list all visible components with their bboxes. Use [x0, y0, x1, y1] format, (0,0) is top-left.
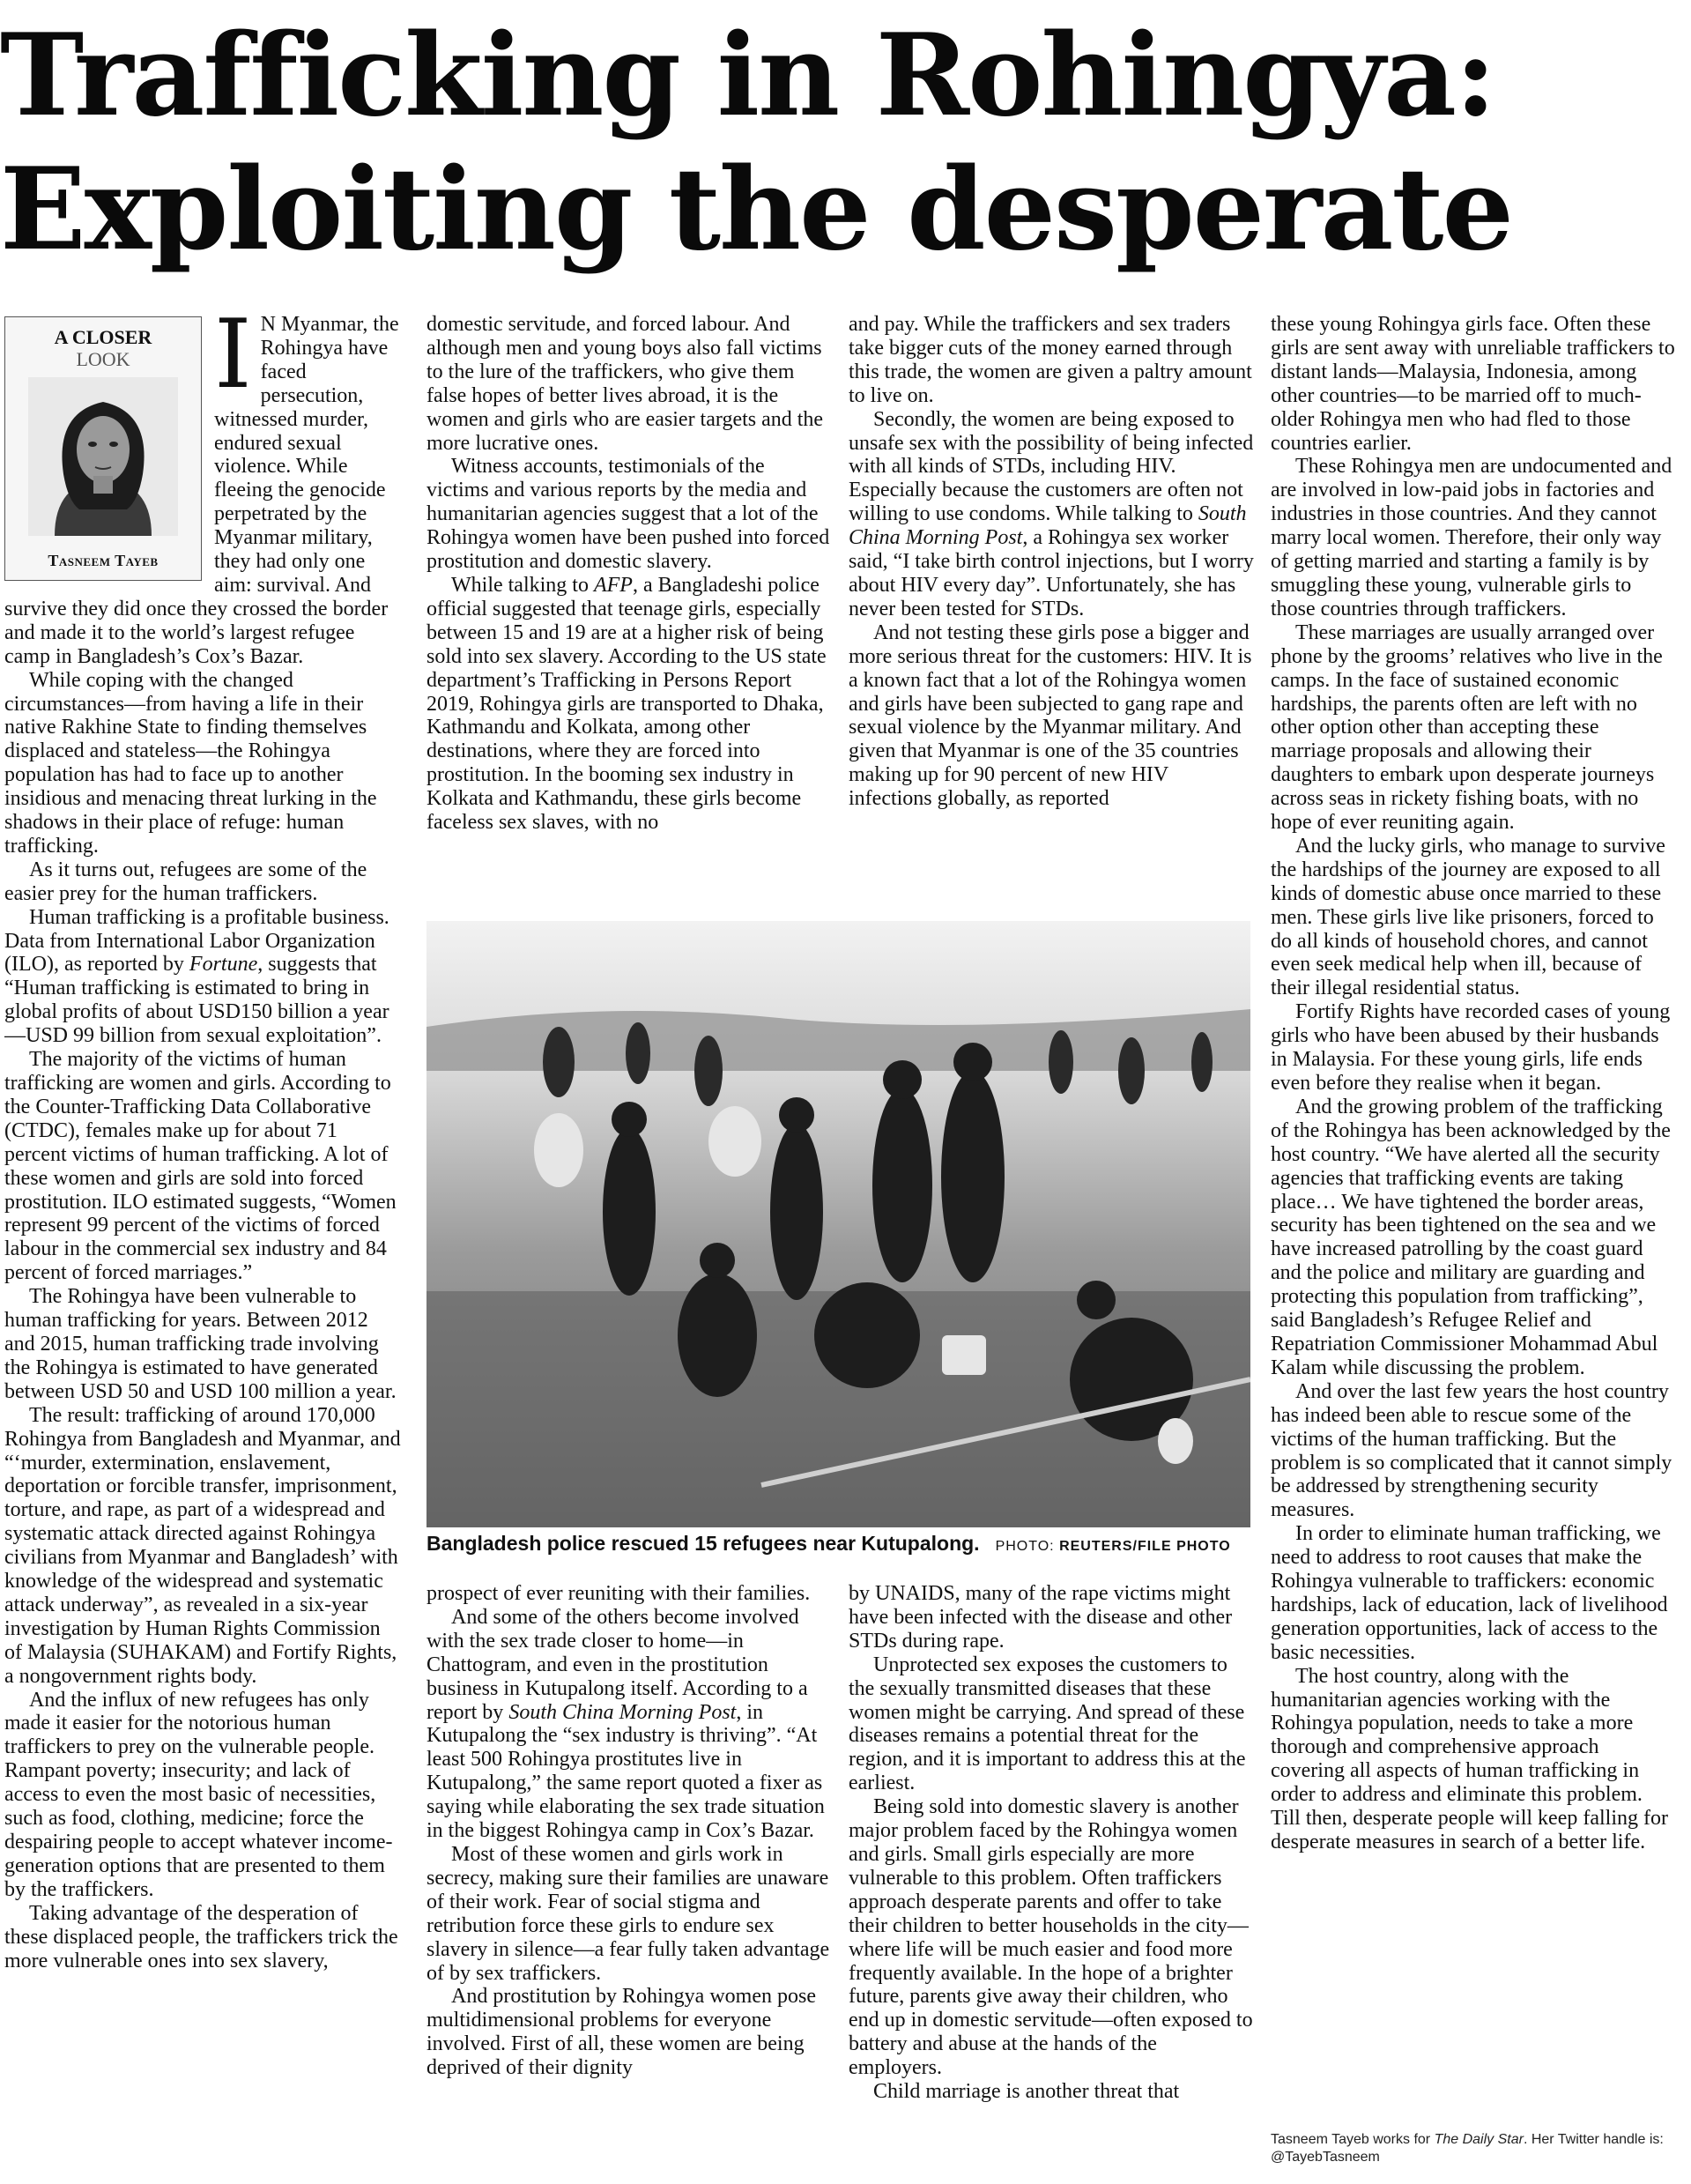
paragraph: And the influx of new refugees has only made it easier for the notorious human traffickers to prey on the vulnerable people. Rampant poverty; insecurity; and lack of access to even the most basic of necessities, such as food, clothing, medicine; force the despairing people to accept whatever income-generation options that are presented to them by the traffickers. — [4, 1688, 393, 1901]
paragraph: and pay. While the traffickers and sex traders take bigger cuts of the money earned through this trade, the women are given a paltry amount to live on. — [849, 313, 1252, 407]
paragraph: Taking advantage of the desperation of these displaced people, the traffickers trick the more vulnerable ones into sex slavery, — [4, 1901, 398, 1972]
refugee-photo-image — [426, 921, 1250, 1527]
paragraph: these young Rohingya girls face. Often these girls are sent away with unreliable traffickers to distant lands—Malaysia, Indonesia, among other countries—to be married off to much-older Rohingya men who had fled to those countries earlier. — [1271, 313, 1675, 455]
publication-name: Fortune — [189, 953, 258, 977]
author-portrait — [28, 377, 178, 536]
paragraph: The host country, along with the humanitarian agencies working with the Rohingya population, needs to take a more thorough and comprehensive approach covering all aspects of human trafficking in order to address and eliminate this problem. Till then, desperate people will keep falling for desperate measures in search of a better life. — [1271, 1664, 1668, 1853]
paragraph: And the lucky girls, who manage to survive the hardships of the journey are exposed to all kinds of domestic abuse once married to these men. These girls live like prisoners, forced to do all kinds of household chores, and cannot even seek medical help when ill, because of their illegal residential status. — [1271, 834, 1665, 1000]
paragraph: by UNAIDS, many of the rape victims might have been infected with the disease and other STDs during rape. — [849, 1582, 1233, 1653]
paragraph: And not testing these girls pose a bigger and more serious threat for the customers: HIV. It is a known fact that a lot of the Rohingya women and girls have been subjected to gang rape and sexual violence by the Myanmar military. And given that Myanmar is one of the 35 countries making up for 90 percent of new HIV infections globally, as reported — [849, 620, 1252, 811]
paragraph: Witness accounts, testimonials of the victims and various reports by the media and humanitarian agencies suggest that a lot of the Rohingya women have been pushed into forced prostitution and domestic slavery. — [426, 455, 830, 574]
column-3-top — [849, 313, 1254, 912]
footnote-text: Tasneem Tayeb works for — [1271, 2132, 1435, 2147]
paragraph-text: N Myanmar, the Rohingya have faced persecution, witnessed murder, endured sexual violence. While fleeing the genocide perpetrated by the Myanmar military, they had only one aim: survival. And survive they did once they crossed the border and made it to the world’s largest refugee camp in Bangladesh’s Cox’s Bazar. — [4, 313, 399, 668]
column-2-bottom — [426, 1582, 832, 2184]
headline — [0, 9, 1691, 277]
paragraph: And prostitution by Rohingya women pose multidimensional problems for everyone involved. First of all, these women are being deprived of their dignity — [426, 1985, 816, 2080]
paragraph: While coping with the changed circumstances—from having a life in their native Rakhine State to finding themselves displaced and stateless—the Rohingya population has had to face up to another insidious and menacing threat lurking in the shadows in their place of refuge: human trafficking. — [4, 668, 377, 858]
paragraph: And the growing problem of the trafficking of the Rohingya has been acknowledged by the host country. “We have alerted all the security agencies that trafficking events are taking place… We have tightened the border areas, security has been tightened on the sea and we have increased patrolling by the coast guard and the police and military are guarding and protecting this population from trafficking”, said Bangladesh’s Refugee Relief and Repatriation Commissioner Mohammad Abul Kalam while discussing the problem. — [1271, 1095, 1671, 1379]
paragraph: As it turns out, refugees are some of the easier prey for the human traffickers. — [4, 858, 367, 905]
paragraph-text: , suggests that “Human trafficking is estimated to bring in global profits of about USD150 billion a year—USD 99 billion from sexual exploitation”. — [4, 953, 389, 1048]
paragraph: These marriages are usually arranged over phone by the grooms’ relatives who live in the camps. In the face of sustained economic hardships, the parents often are left with no other option other than accepting these marriage proposals and allowing their daughters to embark upon desperate journeys across seas in rickety fishing boats, with no hope of ever reuniting again. — [1271, 620, 1663, 835]
paragraph: Child marriage is another threat that — [873, 2080, 1180, 2104]
paragraph-text: , a Bangladeshi police official suggested that teenage girls, especially between 15 and 19 are at a higher risk of being sold into sex slavery. According to the US state department’s Trafficking in Persons Report 2019, Rohingya girls are transported to Dhaka, Kathmandu and Kolkata, among other destinations, where they are forced into prostitution. In the booming sex industry in Kolkata and Kathmandu, these girls become faceless sex slaves, with no — [426, 573, 827, 835]
paragraph — [849, 408, 1254, 621]
photo-credit-label: PHOTO: — [995, 1539, 1055, 1554]
author-name: Tasneem Tayeb — [48, 552, 159, 570]
photo-credit — [996, 1539, 1231, 1554]
caption-text: Bangladesh police rescued 15 refugees near Kutupalong. — [426, 1532, 980, 1555]
refugee-photo — [426, 921, 1250, 1527]
paragraph: Unprotected sex exposes the customers to the sexually transmitted diseases that these women might be carrying. And spread of these diseases remains a potential threat for the region, and it is important to address this at the earliest. — [849, 1653, 1246, 1795]
paragraph-text: Secondly, the women are being exposed to unsafe sex with the possibility of being infected with all kinds of STDs, including HIV. Especially because the customers are often not willing to use condoms. While talking to — [849, 407, 1254, 526]
paragraph-text: Human trafficking is a profitable business. Data from International Labor Organization (ILO), as reported by — [4, 905, 389, 977]
paragraph: domestic servitude, and forced labour. And although men and young boys also fall victims to the lure of the traffickers, who give them false hopes of better lives abroad, it is the women and girls who are easier targets and the more lucrative ones. — [426, 313, 824, 455]
paragraph: In order to eliminate human trafficking, we need to address to root causes that make the Rohingya vulnerable to traffickers: economic hardships, lack of education, lack of livelihood generation opportunities, lack of access to the basic necessities. — [1271, 1522, 1668, 1664]
columnist-box — [4, 316, 202, 581]
publication-name: South China Morning Post — [849, 502, 1247, 550]
publication-name: South China Morning Post — [508, 1700, 737, 1724]
column-4 — [1271, 313, 1676, 2184]
paragraph — [426, 1606, 832, 1843]
headline-line-1: Trafficking in Rohingya: — [0, 10, 1495, 142]
paragraph — [426, 574, 832, 835]
publication-name: AFP — [593, 573, 633, 597]
dropcap: I — [214, 313, 252, 410]
author-footnote — [1271, 2131, 1676, 2166]
footnote-text: . Her Twitter handle is: @TayebTasneem — [1271, 2132, 1664, 2165]
column-2-top — [426, 313, 832, 912]
publication-name: The Daily Star — [1434, 2132, 1524, 2147]
paragraph: The Rohingya have been vulnerable to human trafficking for years. Between 2012 and 2015, human trafficking trade involving the Rohingya is estimated to have generated between USD 50 and USD 100 million a year. — [4, 1285, 397, 1403]
paragraph-text: , in Kutupalong the “sex industry is thriving”. “At least 500 Rohingya prostitutes live in Kutupalong,” the same report quoted a fixer as saying while elaborating the sex trade situation in the biggest Rohingya camp in Cox’s Bazar. — [426, 1700, 825, 1843]
paragraph: And over the last few years the host country has indeed been able to rescue some of the victims of the human trafficking. But the problem is so complicated that it cannot simply be addressed by strengthening security measures. — [1271, 1379, 1672, 1522]
photo-caption — [426, 1532, 1250, 1560]
paragraph-text: , a Rohingya sex worker said, “I take birth control injections, but I worry about HIV every day”. Unfortunately, she has never been tested for STDs. — [849, 526, 1254, 620]
paragraph-text: And some of the others become involved with the sex trade closer to home—in Chattogram, and even in the prostitution business in Kutupalong itself. According to a report by — [426, 1605, 808, 1724]
paragraph: The result: trafficking of around 170,000 Rohingya from Bangladesh and Myanmar, and “‘murder, extermination, enslavement, deportation or forcible transfer, imprisonment, torture, and rape, as part of a widespread and systematic attack directed against Rohingya civilians from Myanmar and Bangladesh’ with knowledge of the widespread and systematic attack underway”, as revealed in a six-year investigation by Human Rights Commission of Malaysia (SUHAKAM) and Fortify Rights, a nongovernment rights body. — [4, 1403, 401, 1688]
paragraph-text: While talking to — [451, 573, 594, 597]
kicker-a-closer: A CLOSER — [54, 326, 152, 348]
photo-credit-source: REUTERS/FILE PHOTO — [1059, 1539, 1231, 1554]
paragraph — [4, 906, 403, 1048]
paragraph: The majority of the victims of human trafficking are women and girls. According to the Counter-Trafficking Data Collaborative (CTDC), females make up for about 71 percent victims of human trafficking. A lot of these women and girls are sold into forced prostitution. ILO estimated suggests, “Women represent 99 percent of the victims of forced labour in the commercial sex industry and 84 percent of forced marriages.” — [4, 1048, 397, 1285]
paragraph: Being sold into domestic slavery is another major problem faced by the Rohingya women and girls. Small girls especially are more vulnerable to this problem. Often traffickers approach desperate parents and offer to take their children to better households in the city—where life will be much easier and food more frequently available. In the hope of a brighter future, parents give away their children, who end up in domestic servitude—often exposed to battery and abuse at the hands of the employers. — [849, 1795, 1253, 2080]
paragraph: Fortify Rights have recorded cases of young girls who have been abused by their husbands in Malaysia. For these young girls, life ends even before they realise when it began. — [1271, 1000, 1671, 1095]
column-1 — [4, 313, 403, 2184]
kicker-look: LOOK — [76, 348, 130, 370]
paragraph: prospect of ever reuniting with their families. — [426, 1582, 811, 1605]
paragraph: These Rohingya men are undocumented and are involved in low-paid jobs in factories and industries in those countries. And they cannot marry local women. Therefore, their only way of getting married and starting a family is by smuggling these young, vulnerable girls to those countries through traffickers. — [1271, 455, 1672, 620]
column-3-bottom — [849, 1582, 1254, 2184]
paragraph: Most of these women and girls work in secrecy, making sure their families are unaware of their work. Fear of social stigma and retribution force these girls to endure sex slavery in silence—a fear fully taken advantage of by sex traffickers. — [426, 1842, 830, 1985]
headline-line-2: Exploiting the desperate — [0, 144, 1512, 276]
